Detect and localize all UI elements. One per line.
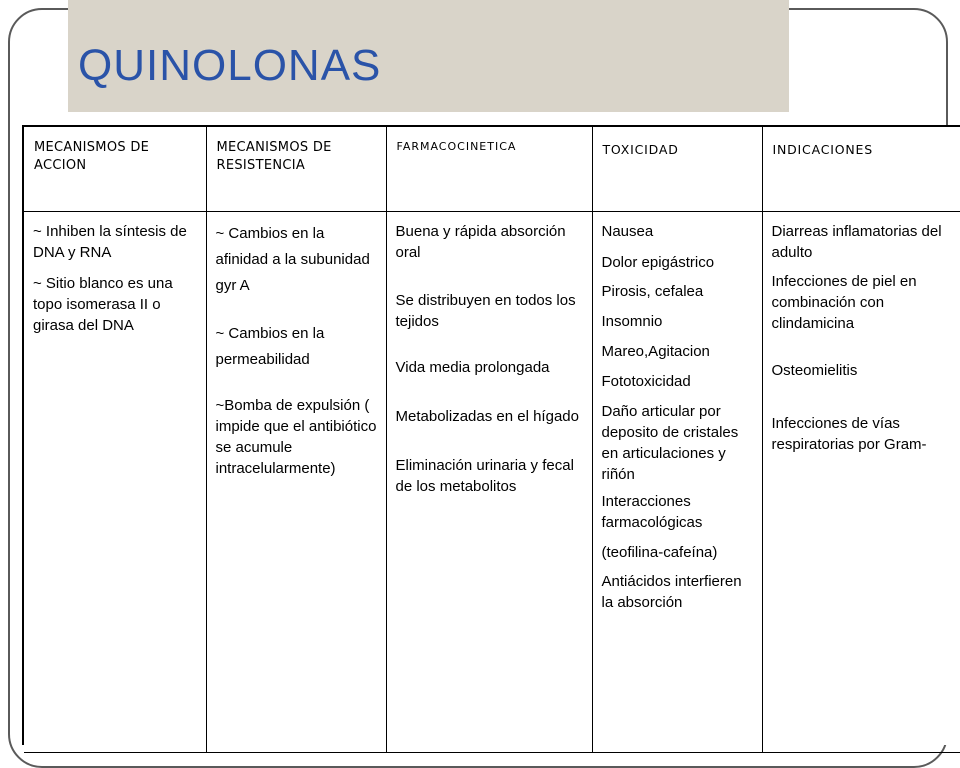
- list-item: Antiácidos interfieren la absorción: [601, 573, 742, 611]
- list-item: Infecciones de piel en combinación con clindamicina: [771, 273, 917, 332]
- list-item: ~ Sitio blanco es una topo isomerasa II o girasa del DNA: [33, 275, 173, 334]
- list-item: ~ Cambios en la permeabilidad: [215, 325, 325, 368]
- header-cell-indicaciones: [762, 127, 960, 212]
- page-title: QUINOLONAS: [78, 41, 382, 90]
- list-item: Insomnio: [601, 313, 663, 330]
- cell-indicaciones: [762, 212, 960, 753]
- header-cell-toxicidad: [592, 127, 762, 212]
- list-item: ~ Inhiben la síntesis de DNA y RNA: [33, 223, 187, 261]
- header-cell-mecanismos-accion: [24, 127, 206, 212]
- list-item: Nausea: [601, 223, 654, 240]
- list-item: Vida media prolongada: [395, 359, 550, 376]
- list-item: Diarreas inflamatorias del adulto: [771, 223, 942, 261]
- cell-mecanismos-resistencia: [206, 212, 386, 753]
- header-row: [24, 127, 960, 212]
- list-item: Buena y rápida absorción oral: [395, 223, 566, 261]
- list-item: (teofilina-cafeína): [601, 544, 718, 561]
- list-item: Osteomielitis: [771, 362, 858, 379]
- list-item: Se distribuyen en todos los tejidos: [395, 292, 576, 330]
- header-label: TOXICIDAD: [602, 142, 679, 157]
- header-label: FARMACOCINETICA: [396, 140, 517, 153]
- list-item: Pirosis, cefalea: [601, 283, 704, 300]
- list-item: Infecciones de vías respiratorias por Gram-: [771, 415, 927, 453]
- cell-toxicidad: [592, 212, 762, 753]
- cell-mecanismos-accion: [24, 212, 206, 753]
- quinolonas-table: [22, 125, 960, 745]
- title-band: [68, 0, 789, 112]
- list-item: Fototoxicidad: [601, 373, 691, 390]
- list-item: Interacciones farmacológicas: [601, 493, 703, 531]
- list-item: Dolor epigástrico: [601, 254, 715, 271]
- list-item: Daño articular por deposito de cristales en articulaciones y riñón: [601, 403, 739, 483]
- cell-farmacocinetica: [386, 212, 592, 753]
- content-row: [24, 212, 960, 753]
- list-item: ~Bomba de expulsión ( impide que el antibiótico se acumule intracelularmente): [215, 397, 377, 477]
- info-table: [24, 127, 960, 753]
- header-label: INDICACIONES: [772, 142, 873, 157]
- header-label: MECANISMOS DE ACCION: [34, 140, 150, 174]
- header-label: MECANISMOS DE RESISTENCIA: [216, 140, 332, 174]
- list-item: Mareo,Agitacion: [601, 343, 710, 360]
- list-item: ~ Cambios en la afinidad a la subunidad gyr A: [215, 225, 370, 294]
- list-item: Eliminación urinaria y fecal de los metabolitos: [395, 457, 574, 495]
- header-cell-mecanismos-resistencia: [206, 127, 386, 212]
- list-item: Metabolizadas en el hígado: [395, 408, 579, 425]
- header-cell-farmacocinetica: [386, 127, 592, 212]
